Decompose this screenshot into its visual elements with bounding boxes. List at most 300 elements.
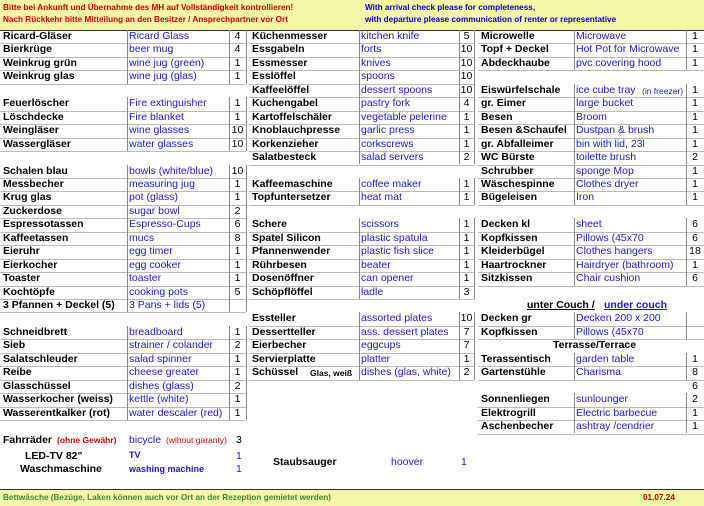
cell-border	[127, 97, 128, 110]
cell-border	[229, 339, 230, 352]
cell-border	[459, 138, 460, 151]
cell-border	[574, 420, 575, 433]
item-quantity: 1	[692, 420, 698, 433]
item-name-de: gr. Eimer	[481, 97, 526, 110]
item-name-en: eggcups	[361, 339, 401, 352]
item-quantity: 1	[463, 245, 470, 258]
item-name-en: can opener	[361, 272, 414, 285]
item-name-de: Schrubber	[481, 164, 534, 177]
item-name-en: ass. dessert plates	[361, 325, 449, 338]
row-divider	[478, 205, 704, 206]
item-name-de: Schüssel	[252, 366, 299, 379]
row-divider	[478, 70, 704, 71]
item-name-en: garlic press	[361, 124, 415, 137]
item-name-en: knives	[361, 56, 391, 69]
item-quantity: 1	[234, 70, 241, 83]
cell-border	[459, 326, 460, 339]
cell-border	[127, 286, 128, 299]
cell-border	[574, 393, 575, 406]
item-name-en: ice cube tray	[576, 83, 636, 96]
cell-border	[459, 124, 460, 137]
item-quantity: 1	[463, 177, 470, 190]
hoover-en: hoover	[391, 456, 424, 468]
item-quantity: 4	[234, 30, 241, 42]
item-quantity: 2	[234, 379, 241, 392]
cell-border	[127, 353, 128, 366]
cell-border	[686, 111, 687, 124]
item-quantity: 1	[463, 124, 470, 137]
cell-border	[459, 259, 460, 272]
cell-border	[574, 124, 575, 137]
item-name-en: sheet	[576, 218, 602, 231]
header-german-line1: Bitte bei Ankunft und Übernahme des MH auf Vollständigkeit kontrollieren!	[3, 3, 294, 12]
item-name-en-note: (in freezer)	[642, 85, 684, 96]
item-quantity: 7	[463, 339, 470, 352]
cell-border	[229, 165, 230, 178]
item-name-en: beater	[361, 258, 391, 271]
item-name-en: mucs	[129, 231, 155, 244]
item-name-en: water glasses	[129, 137, 194, 150]
item-quantity: 1	[234, 272, 241, 285]
item-name-de: Schalen blau	[3, 164, 68, 177]
cell-border	[127, 165, 128, 178]
item-name-de: Wasserkocher (weiss)	[3, 393, 113, 406]
item-quantity: 2	[692, 393, 698, 406]
cell-border	[246, 57, 247, 70]
item-quantity: 1	[463, 191, 470, 204]
cell-border	[229, 205, 230, 218]
item-name-de: Bierkrüge	[3, 43, 53, 56]
item-name-de: Kopfkissen	[481, 325, 538, 338]
item-name-en: Fire blanket	[129, 110, 184, 123]
item-name-en: Charisma	[576, 366, 621, 379]
cell-border	[574, 326, 575, 339]
cell-border	[359, 259, 360, 272]
cell-border	[359, 70, 360, 83]
cell-border	[229, 97, 230, 110]
cell-border	[459, 84, 460, 97]
cell-border	[459, 245, 460, 258]
cell-border	[127, 245, 128, 258]
row-divider	[478, 434, 704, 435]
item-name-de: Bügeleisen	[481, 191, 538, 204]
cell-border	[246, 407, 247, 420]
cell-border	[359, 191, 360, 204]
item-name-en: Decken 200 x 200	[576, 312, 661, 325]
item-name-de: Topf + Deckel	[481, 43, 549, 56]
item-name-de: Weinkrug glas	[3, 70, 75, 83]
cell-border	[459, 57, 460, 70]
item-name-de: Toaster	[3, 272, 41, 285]
row-divider	[478, 286, 704, 287]
row-divider	[0, 420, 246, 421]
cell-border	[246, 124, 247, 137]
item-name-en: bin with lid, 23l	[576, 137, 645, 150]
cell-border	[686, 97, 687, 110]
cell-border	[246, 380, 247, 393]
row-divider	[478, 380, 704, 381]
item-quantity: 1	[463, 272, 470, 285]
cell-border	[229, 111, 230, 124]
cell-border	[246, 393, 247, 406]
cell-border	[127, 57, 128, 70]
item-name-de: Esslöffel	[252, 70, 296, 83]
cell-border	[686, 151, 687, 164]
header-german	[3, 2, 293, 26]
item-quantity: 10	[460, 56, 473, 69]
item-name-en: Pillows (45x70	[576, 325, 644, 338]
item-name-en: corkscrews	[361, 137, 414, 150]
row-divider	[0, 366, 246, 367]
item-name-de: Essmesser	[252, 56, 308, 69]
item-name-en: 3 Pans + lids (5)	[129, 299, 206, 311]
row-divider	[249, 205, 474, 206]
item-name-de: Elektrogrill	[481, 406, 536, 419]
item-name-en: Broom	[576, 110, 607, 123]
item-name-en: Clothes hangers	[576, 245, 653, 258]
cell-border	[474, 259, 475, 272]
item-name-de: Sonnenliegen	[481, 393, 550, 406]
footer-date: 01.07.24	[643, 493, 675, 502]
item-quantity: 4	[463, 97, 470, 110]
cell-border	[229, 124, 230, 137]
cell-border	[229, 393, 230, 406]
item-quantity: 1	[692, 110, 698, 123]
item-name-de: WC Bürste	[481, 151, 535, 164]
item-quantity: 8	[234, 231, 241, 244]
tv-de: LED-TV 82"	[25, 450, 83, 462]
item-name-de: Weinkrug grün	[3, 56, 77, 69]
item-quantity: 10	[231, 137, 244, 150]
cell-border	[459, 111, 460, 124]
item-name-en: ashtray /cendrier	[576, 420, 655, 433]
item-quantity: 2	[234, 339, 241, 352]
item-name-en: sponge Mop	[576, 164, 634, 177]
item-quantity: 1	[234, 191, 241, 204]
item-quantity: 1	[234, 366, 241, 379]
cell-border	[246, 366, 247, 379]
cell-border	[459, 272, 460, 285]
item-name-en: Fire extinguisher	[129, 97, 207, 110]
item-name-en: forts	[361, 43, 382, 56]
cell-border	[127, 111, 128, 124]
cell-border	[246, 138, 247, 151]
item-name-en: toaster	[129, 272, 162, 285]
cell-border	[246, 218, 247, 231]
cell-border	[574, 97, 575, 110]
cell-border	[474, 43, 475, 56]
item-name-de: Glasschüssel	[3, 379, 71, 392]
cell-border	[574, 191, 575, 204]
item-name-en: sugar bowl	[129, 204, 180, 217]
item-name-en: egg timer	[129, 245, 173, 258]
item-name-de-note: Glas, weiß	[310, 368, 353, 379]
item-name-de: Ricard-Gläser	[3, 30, 72, 42]
item-name-de: Korkenzieher	[252, 137, 319, 150]
cell-border	[574, 57, 575, 70]
item-quantity: 6	[692, 218, 698, 231]
cell-border	[474, 191, 475, 204]
item-quantity: 1	[463, 258, 470, 271]
item-name-en: measuring jug	[129, 177, 195, 190]
cell-border	[574, 407, 575, 420]
item-name-de: Wassergläser	[3, 137, 71, 150]
item-name-de: Eierbecher	[252, 339, 307, 352]
item-name-de: 3 Pfannen + Deckel (5)	[3, 299, 115, 311]
cell-border	[229, 138, 230, 151]
cell-border	[246, 272, 247, 285]
item-name-de: Abdeckhaube	[481, 56, 550, 69]
cell-border	[686, 326, 687, 339]
cell-border	[359, 138, 360, 151]
item-quantity: 1	[463, 231, 470, 244]
item-name-en: water descaler (red)	[129, 406, 223, 419]
cell-border	[246, 165, 247, 178]
item-name-en: Electric barbecue	[576, 406, 658, 419]
cell-border	[459, 312, 460, 325]
cell-border	[459, 191, 460, 204]
cell-border	[246, 97, 247, 110]
item-name-en: kettle (white)	[129, 393, 189, 406]
cell-border	[127, 178, 128, 191]
cell-border	[574, 245, 575, 258]
item-name-en: salad spinner	[129, 352, 192, 365]
cell-border	[246, 326, 247, 339]
cell-border	[474, 218, 475, 231]
item-quantity: 6	[692, 231, 698, 244]
item-name-en: garden table	[576, 352, 635, 365]
cell-border	[246, 232, 247, 245]
cell-border	[127, 380, 128, 393]
item-quantity: 4	[234, 43, 241, 56]
item-quantity: 1	[692, 406, 698, 419]
cell-border	[127, 205, 128, 218]
item-quantity: 1	[234, 258, 241, 271]
cell-border	[127, 407, 128, 420]
item-name-en: toilette brush	[576, 151, 637, 164]
item-name-en: cooking pots	[129, 285, 188, 298]
item-name-de: Messbecher	[3, 177, 64, 190]
item-name-en: plastic fish slice	[361, 245, 434, 258]
item-quantity: 1	[463, 218, 470, 231]
cell-border	[686, 138, 687, 151]
cell-border	[474, 339, 475, 352]
bicycle-de: Fahrräder	[3, 434, 53, 446]
cell-border	[474, 366, 475, 379]
cell-border	[229, 70, 230, 83]
header-english-line1: With arrival check please for completeness,	[365, 3, 536, 12]
item-quantity: 5	[463, 30, 470, 42]
item-name-de: Küchenmesser	[252, 30, 328, 42]
item-quantity: 2	[463, 151, 470, 164]
cell-border	[359, 286, 360, 299]
item-quantity: 1	[463, 137, 470, 150]
cell-border	[474, 178, 475, 191]
tv-qty: 1	[236, 450, 242, 462]
cell-border	[229, 259, 230, 272]
item-name-en: Hairdryer (bathroom)	[576, 258, 674, 271]
bicycle-en-note: (wihout garanty)	[166, 435, 227, 445]
item-quantity: 10	[231, 124, 244, 137]
cell-border	[574, 138, 575, 151]
cell-border	[459, 70, 460, 83]
cell-border	[246, 70, 247, 83]
item-name-de: Essgabeln	[252, 43, 305, 56]
hoover-de: Staubsauger	[273, 456, 337, 468]
cell-border	[686, 57, 687, 70]
cell-border	[246, 259, 247, 272]
cell-border	[127, 191, 128, 204]
item-quantity: 6	[692, 379, 698, 392]
item-name-de: Zuckerdose	[3, 204, 62, 217]
item-quantity: 1	[692, 258, 698, 271]
item-name-en: Espresso-Cups	[129, 218, 201, 231]
cell-border	[459, 178, 460, 191]
row-divider	[0, 84, 246, 85]
item-name-de: Topfuntersetzer	[252, 191, 331, 204]
cell-border	[229, 299, 230, 312]
item-quantity: 1	[692, 43, 698, 56]
item-quantity: 1	[234, 245, 241, 258]
cell-border	[474, 353, 475, 366]
item-name-en: heat mat	[361, 191, 402, 204]
header-german-line2: Nach Rückkehr bitte Mitteilung an den Besitzer / Ansprechpartner vor Ort	[3, 15, 288, 24]
cell-border	[127, 339, 128, 352]
item-name-en: dishes (glas, white)	[361, 366, 451, 379]
item-name-en: wine jug (green)	[129, 56, 205, 69]
cell-border	[359, 218, 360, 231]
item-quantity: 10	[460, 312, 473, 325]
item-quantity: 1	[692, 177, 698, 190]
cell-border	[686, 393, 687, 406]
item-name-en: cheese greater	[129, 366, 200, 379]
cell-border	[686, 124, 687, 137]
cell-border	[229, 191, 230, 204]
cell-border	[474, 272, 475, 285]
item-quantity: 7	[463, 325, 470, 338]
cell-border	[686, 84, 687, 97]
item-name-de: Dessertteller	[252, 325, 316, 338]
item-name-de: Eierkocher	[3, 258, 58, 271]
washing-machine-en: washing machine	[129, 464, 205, 474]
item-name-en: vegetable pelerine	[361, 110, 447, 123]
item-name-de: Kaffeetassen	[3, 231, 69, 244]
item-name-de: Decken gr	[481, 312, 532, 325]
item-name-en: large bucket	[576, 97, 634, 110]
tv-en: TV	[129, 450, 141, 460]
item-quantity: 6	[692, 272, 698, 285]
item-name-de: Aschenbecher	[481, 420, 554, 433]
item-name-de: Wäschespinne	[481, 177, 555, 190]
cell-border	[246, 43, 247, 56]
couch-heading: unter Couch /	[527, 299, 595, 311]
cell-border	[474, 312, 475, 325]
row-divider	[249, 165, 474, 166]
item-name-en: bowls (white/blue)	[129, 164, 214, 177]
cell-border	[459, 30, 460, 43]
item-name-en: wine glasses	[129, 124, 190, 137]
header-english	[365, 2, 616, 26]
cell-border	[686, 420, 687, 433]
item-name-de: Haartrockner	[481, 258, 547, 271]
cell-border	[474, 57, 475, 70]
bicycle-qty: 3	[236, 434, 242, 446]
item-name-de: Kaffeemaschine	[252, 177, 333, 190]
item-name-en: spoons	[361, 70, 395, 83]
cell-border	[246, 191, 247, 204]
item-quantity: 6	[234, 218, 241, 231]
cell-border	[229, 353, 230, 366]
couch-heading-en: under couch	[604, 299, 668, 311]
item-quantity: 1	[692, 191, 698, 204]
cell-border	[686, 366, 687, 379]
item-name-de: Dosenöffner	[252, 272, 314, 285]
cell-border	[459, 151, 460, 164]
item-quantity: 1	[234, 177, 241, 190]
cell-border	[459, 339, 460, 352]
cell-border	[574, 312, 575, 325]
item-name-en: dishes (glass)	[129, 379, 194, 392]
cell-border	[127, 70, 128, 83]
cell-border	[246, 339, 247, 352]
row-divider	[249, 299, 474, 300]
cell-border	[359, 124, 360, 137]
cell-border	[574, 366, 575, 379]
item-name-de: Salatbesteck	[252, 151, 317, 164]
item-name-en: breadboard	[129, 325, 183, 338]
item-name-de: Schöpflöffel	[252, 285, 313, 298]
header-banner	[0, 0, 704, 31]
item-name-en: platter	[361, 352, 391, 365]
item-name-en: strainer / colander	[129, 339, 214, 352]
cell-border	[459, 43, 460, 56]
cell-border	[246, 30, 247, 43]
cell-border	[459, 232, 460, 245]
cell-border	[359, 339, 360, 352]
item-name-de: Feuerlöscher	[3, 97, 69, 110]
cell-border	[127, 30, 128, 43]
cell-border	[127, 138, 128, 151]
hoover-qty: 1	[461, 456, 467, 468]
washing-machine-qty: 1	[236, 463, 242, 475]
item-name-en: dessert spoons	[361, 83, 433, 96]
item-name-en: sunlounger	[576, 393, 628, 406]
cell-border	[359, 43, 360, 56]
cell-border	[574, 165, 575, 178]
cell-border	[127, 259, 128, 272]
item-name-en: Iron	[576, 191, 595, 204]
cell-border	[359, 353, 360, 366]
item-name-en: wine jug (glas)	[129, 70, 197, 83]
item-quantity: 2	[463, 366, 470, 379]
item-name-de: Kleiderbügel	[481, 245, 545, 258]
cell-border	[686, 353, 687, 366]
item-name-en: pastry fork	[361, 97, 411, 110]
cell-border	[474, 245, 475, 258]
cell-border	[574, 353, 575, 366]
cell-border	[246, 178, 247, 191]
cell-border	[686, 218, 687, 231]
hoover-row	[249, 456, 474, 470]
cell-border	[127, 326, 128, 339]
item-name-de: Besen &Schaufel	[481, 124, 567, 137]
cell-border	[127, 218, 128, 231]
header-english-line2: with departure please communication of renter or representative	[365, 15, 617, 24]
item-name-de: Krug glas	[3, 191, 52, 204]
cell-border	[359, 151, 360, 164]
item-quantity: 2	[234, 204, 241, 217]
cell-border	[229, 326, 230, 339]
